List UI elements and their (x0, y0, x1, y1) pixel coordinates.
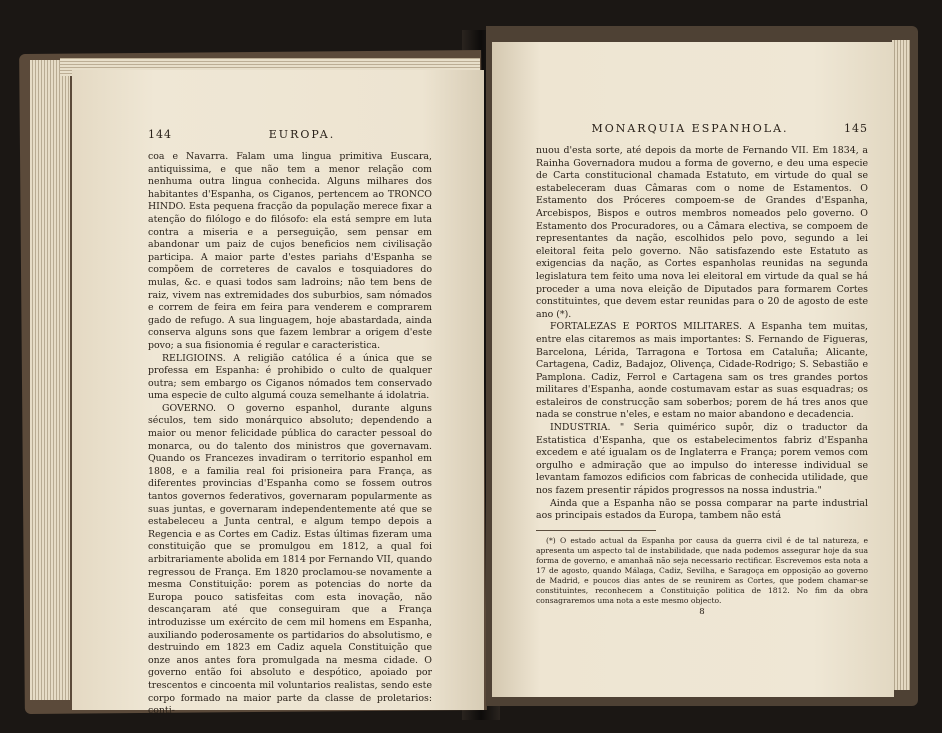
footnote-rule (536, 530, 656, 531)
paragraph-fortalezas: FORTALEZAS E PORTOS MILITARES. A Espanha tem muitas, entre elas citaremos as mais importantes: S. Fernando de Figueras, Barcelona, Lérida, Tarragona e Tortosa em Cataluña; Alicante, Cartagena, Cadiz, Badajoz, Olivença, Cidade-Rodrigo; S. Sebastião e Pamplona. Cadiz, Ferrol e Cartagena sam os tres grandes portos militares d'Espanha, aonde costumavam estar as suas esquadras; os estaleiros de construcção sam soberbos; porem de há tres anos que nada se construe n'eles, e estam no maior abandono e decadencia. (536, 321, 868, 421)
right-running-head (536, 122, 868, 135)
paragraph-religioins: RELIGIOINS. A religião católica é a única que se professa em Espanha: é prohibido o culto de qualquer outra; sem embargo os Ciganos nómados tem conservado uma especie de culto algumá couza semelhante á idolatria. (148, 352, 432, 402)
left-page (72, 70, 484, 717)
paragraph: nuou d'esta sorte, até depois da morte de Fernando VII. Em 1834, a Rainha Governadora mudou a forma de governo, e deu uma especie de Carta constitucional chamada Estatuto, em virtude do qual se estabeleceram duas Câmaras com o nome de Estamentos. O Estamento dos Próceres compoem-se de Grandes d'Espanha, Arcebispos, Bispos e outros membros nomeados pelo governo. O Estamento dos Procuradores, ou a Câmara electiva, se compoem de representantes da nação, escolhidos pelo povo, segundo a lei eleitoral feita pelo governo. Não satisfazendo este Estatuto as exigencias da nação, as Cortes espanholas reunidas na segunda legislatura tem feito uma nova lei eleitoral em virtude da qual se há proceder a uma nova eleição de Diputados para formarem Cortes constituintes, que devem estar reunidas para o 20 de agosto de este ano (*). (536, 145, 868, 320)
page-edges-right (892, 40, 910, 690)
right-running-title: MONARQUIA ESPANHOLA. (591, 122, 789, 135)
paragraph-industria: INDUSTRIA. " Seria quimérico supôr, diz o traductor da Estatistica d'Espanha, que os estabelecimentos fabriz d'Espanha excedem e até igualam os de Inglaterra e França; porem vemos com orgulho e admiração que ao impulso do interesse individual se levantam famozos edificios com fabricas de conhecida utilidade, que nos fazem presentir rápidos progressos na nossa industria." (536, 422, 868, 497)
right-page-text (536, 145, 868, 523)
left-page-text (148, 151, 432, 718)
page-edges-left (30, 60, 70, 700)
paragraph: coa e Navarra. Falam uma lingua primitiva Euscara, antiquissima, e que não tem a menor relação com nenhuma outra lingua conhecida. Alguns milhares dos habitantes d'Espanha, os Ciganos, pertencem ao TRONCO HINDO. Esta pequena fracção da população merece fixar a atenção do filólogo e do filósofo: ela está sempre em luta contra a miseria e a perseguição, sem pensar em abandonar um paiz de cujos beneficios nem civilisação participa. A maior parte d'estes pariahs d'Espanha se compõem de correteres de cavalos e tosquiadores do mulas, &c. e quasi todos sam ladroins; não tem bens de raiz, vivem nas extremidades dos suburbios, sam nómados e correm de feira em feira para venderem e comprarem gado de refugo. A sua linguagem, hoje abastardada, ainda conserva alguns sons que fazem lembrar a origem d'este povo; a sua fisionomia é regular e caracteristica. (148, 151, 432, 351)
footnote-text: (*) O estado actual da Espanha por causa da guerra civil é de tal natureza, e apresenta um aspecto tal de instabilidade, que nada podemos assegurar hoje da sua forma de governo, e amanhaã não seja necessario rectificar. Escrevemos esta nota a 17 de agosto, quando Málaga, Cadiz, Sevilha, e Saragoça em opposição ao governo de Madrid, e poucos dias antes de se reunirem as Cortes, que podem chamar-se constituintes, reconhecem a Constituição politica de 1812. No fim da obra consagraremos uma nota a este mesmo objecto. (536, 535, 868, 606)
right-page (492, 42, 894, 697)
signature-mark: 8 (699, 607, 705, 618)
left-running-title: EUROPA. (268, 128, 336, 141)
right-page-number: 145 (844, 122, 868, 135)
paragraph: Ainda que a Espanha não se possa comparar na parte industrial aos principais estados da Europa, tambem não está (536, 497, 868, 522)
left-page-number: 144 (148, 128, 172, 141)
footnote (536, 536, 868, 607)
paragraph-governo: GOVERNO. O governo espanhol, durante alguns séculos, tem sido monárquico absoluto; dependendo a maior ou menor felicidade pública do caracter pessoal do monarca, ou do talento dos ministros que governavam. Quando os Francezes invadiram o territorio espanhol em 1808, e a familia real foi prisioneira para França, as diferentes provincias d'Espanha como se fossem outros tantos governos federativos, governaram popularmente as suas juntas, e governaram independentemente até que se estabeleceu a Junta central, e algum tempo depois a Regencia e as Cortes em Cadiz. Estas últimas fizeram uma constituição que se promulgou em 1812, a qual foi arbitrariamente abolida em 1814 por Fernando VII, quando regressou de França. Em 1820 proclamou-se novamente a mesma Constituição: porem as potencias do norte da Europa pouco satisfeitas com esta inovação, não descançaram até que conseguiram que a França introduzisse um exército de cem mil homens em Espanha, auxiliando poderosamente os partidarios do absolutismo, e destruindo em 1823 em Cadiz aquela Constituição que onze anos antes fora promulgada na mesma cidade. O governo então foi absoluto e despótico, apoiado por trescentos e cincoenta mil voluntarios realistas, sendo este corpo formado na maior parte da classe de proletarios: conti- (148, 402, 432, 717)
left-running-head (148, 128, 432, 141)
